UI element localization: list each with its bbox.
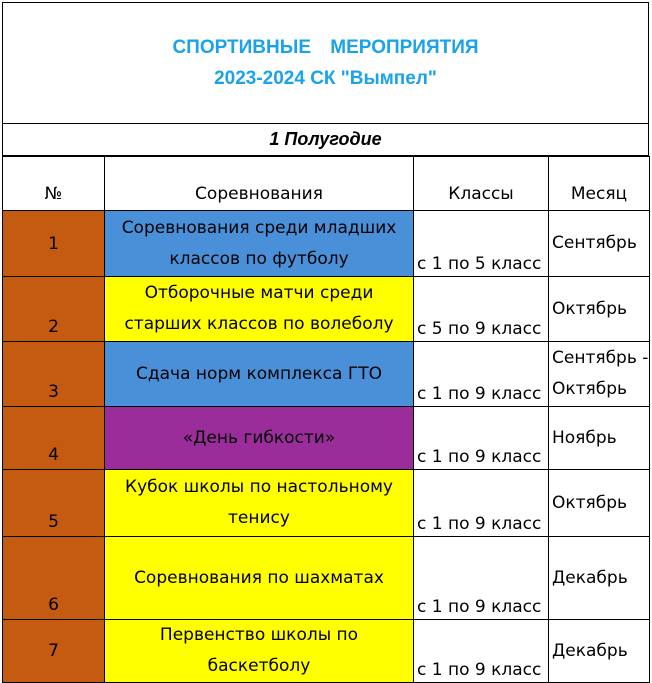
row-event: Сдача норм комплекса ГТО	[105, 342, 414, 407]
title-line-1: СПОРТИВНЫЕ МЕРОПРИЯТИЯ	[172, 37, 479, 58]
row-classes: с 5 по 9 класс	[414, 277, 549, 342]
row-num: 1	[3, 211, 105, 277]
row-classes: с 1 по 9 класс	[414, 342, 549, 407]
table-row	[3, 470, 650, 537]
header-month: Месяц	[549, 157, 650, 211]
row-event: «День гибкости»	[105, 407, 414, 470]
row-event: Первенство школы по баскетболу	[105, 620, 414, 683]
row-num: 5	[3, 470, 105, 537]
title-line-2: 2023-2024 СК "Вымпел"	[214, 68, 437, 89]
table-row	[3, 211, 650, 277]
row-month: Сентябрь - Октябрь	[549, 342, 650, 407]
table-row	[3, 620, 650, 683]
table-row	[3, 537, 650, 620]
semester-header: 1 Полугодие	[2, 124, 649, 156]
table-row	[3, 277, 650, 342]
header-num: №	[3, 157, 105, 211]
row-month: Октябрь	[549, 277, 650, 342]
table-row	[3, 342, 650, 407]
row-classes: с 1 по 5 класс	[414, 211, 549, 277]
row-num: 3	[3, 342, 105, 407]
row-num: 7	[3, 620, 105, 683]
row-month: Декабрь	[549, 620, 650, 683]
events-table	[2, 156, 650, 683]
header-event: Соревнования	[105, 157, 414, 211]
row-month: Ноябрь	[549, 407, 650, 470]
row-event: Соревнования среди младших классов по футболу	[105, 211, 414, 277]
row-classes: с 1 по 9 класс	[414, 470, 549, 537]
row-event: Кубок школы по настольному тенису	[105, 470, 414, 537]
header-classes: Классы	[414, 157, 549, 211]
row-classes: с 1 по 9 класс	[414, 407, 549, 470]
row-event: Отборочные матчи среди старших классов по волеболу	[105, 277, 414, 342]
row-num: 4	[3, 407, 105, 470]
table-row	[3, 407, 650, 470]
row-month: Декабрь	[549, 537, 650, 620]
table-header-row	[3, 157, 650, 211]
row-classes: с 1 по 9 класс	[414, 537, 549, 620]
title-block	[2, 2, 649, 124]
row-month: Сентябрь	[549, 211, 650, 277]
row-month: Октябрь	[549, 470, 650, 537]
row-num: 2	[3, 277, 105, 342]
row-num: 6	[3, 537, 105, 620]
row-event: Соревнования по шахматах	[105, 537, 414, 620]
row-classes: с 1 по 9 класс	[414, 620, 549, 683]
